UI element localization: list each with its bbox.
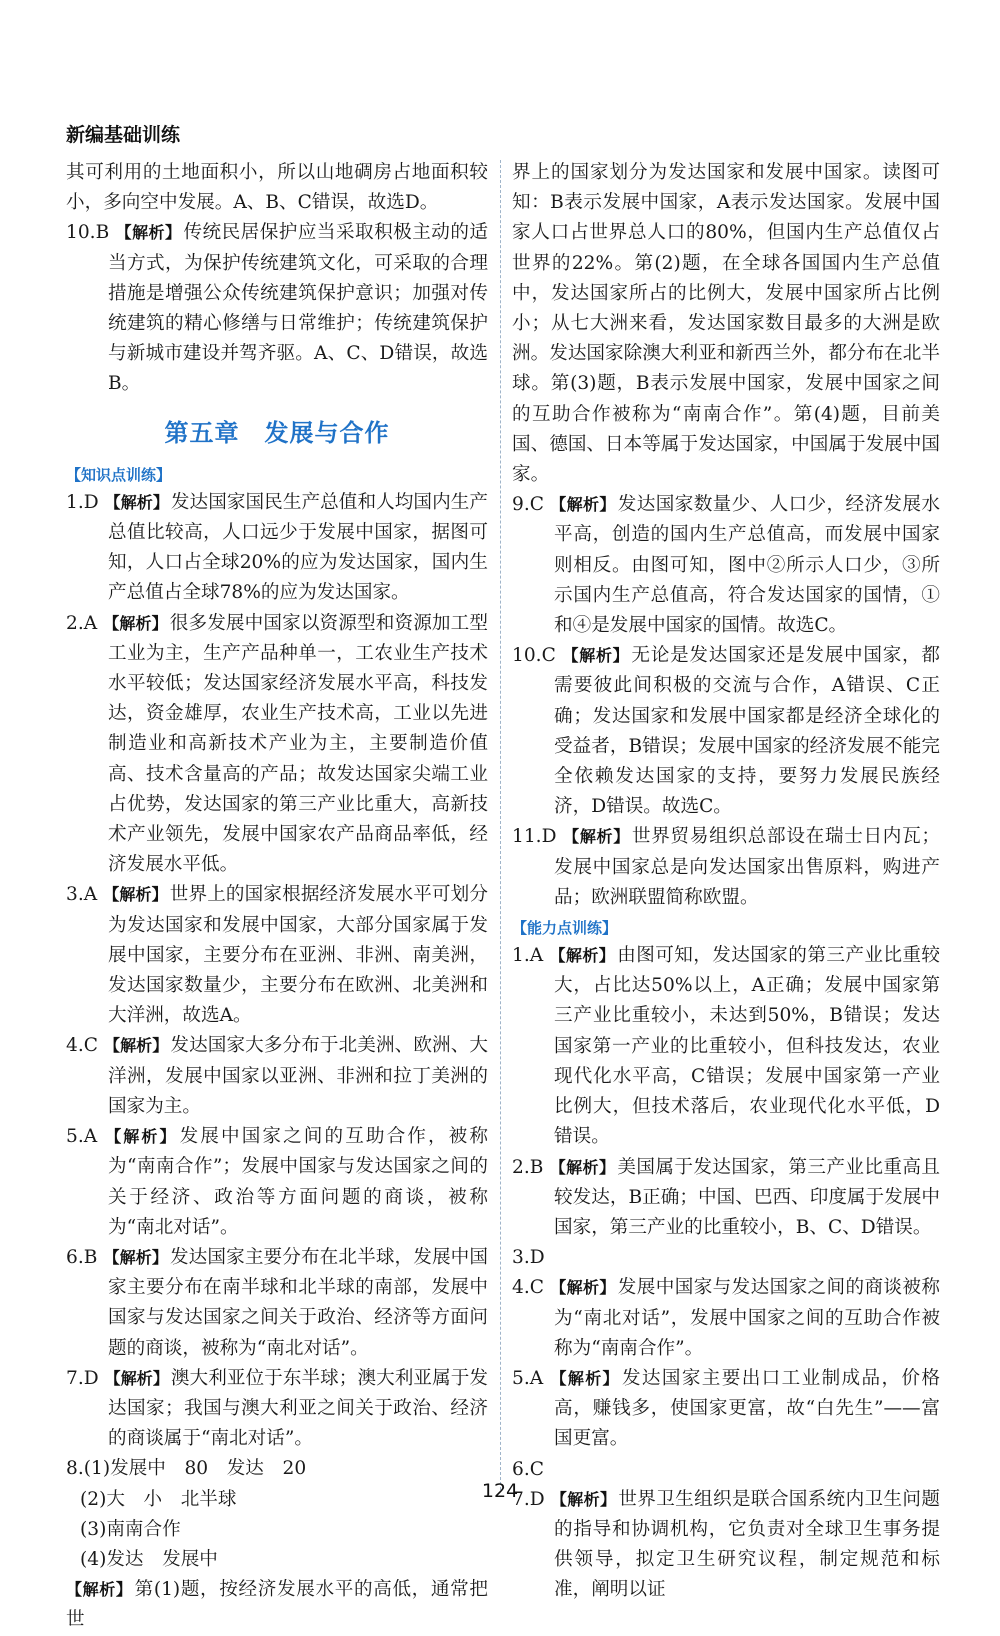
answer-text: 世界卫生组织是联合国系统内卫生问题的指导和协调机构，它负责对全球卫生事务提供领导，拟定卫生研究议程，制定规范和标准，阐明以证 [554,1488,940,1601]
answer-number: 10.B [66,222,110,244]
answer-text: 很多发展中国家以资源型和资源加工型工业为主，生产产品种单一，工农业生产技术水平较低；发达国家经济发展水平高，科技发达，资金雄厚，农业生产技术高，工业以先进制造业和高新技术产业为主，主要制造价值高、技术含量高的产品；故发达国家尖端工业占优势，发达国家的第三产业比重大，高新技术产业领先，发展中国家农产品商品率低，经济发展水平低。 [108,612,488,876]
chapter-title: 第五章 发展与合作 [164,418,390,447]
analysis-tag: 【解析】 [104,1368,169,1388]
answer-4 [66,1031,488,1122]
answer-8-analysis [66,1575,488,1635]
analysis-tag: 【解析】 [66,1580,133,1600]
answer-number: 5.A [512,1367,544,1389]
analysis-tag: 【解析】 [550,1278,616,1298]
analysis-tag: 【解析】 [550,1368,620,1388]
answer-9 [512,490,940,641]
analysis-tag: 【解析】 [115,223,182,243]
answer-number: 1.A [512,945,544,967]
answer-text: 世界贸易组织总部设在瑞士日内瓦；发展中国家总是向发达国家出售原料，购进产品；欧洲联盟简称欧盟。 [554,826,940,908]
answer-number: 3.A [66,884,98,906]
answer-text: 传统民居保护应当采取积极主动的适当方式，为保护传统建筑文化，可采取的合理措施是增强公众传统建筑保护意识；加强对传统建筑的精心修缮与日常维护；传统建筑保护与新城市建设并驾齐驱。A、C、D错误，故选B。 [108,222,488,395]
answer-1 [66,488,488,609]
answer-10 [66,218,488,399]
answer-number: 5.A [66,1126,98,1148]
answer-number: 11.D [512,826,557,848]
section-knowledge-training: 【知识点训练】 [66,465,172,484]
analysis-tag: 【解析】 [549,946,616,966]
answer-3 [66,880,488,1031]
analysis-tag: 【解析】 [103,885,168,905]
answer-text: 发达国家国民生产总值和人均国内生产总值比较高，人口远少于发展中国家，据图可知，人口占全球20%的应为发达国家，国内生产总值占全球78%的应为发达国家。 [108,491,488,604]
ability-answer-1 [512,941,940,1152]
answer-8-part-4: (4)发达 发展中 [80,1548,218,1570]
answer-number: 7.D [66,1367,99,1389]
answer-8-analysis-continued: 界上的国家划分为发达国家和发展中国家。读图可知：B表示发展中国家，A表示发达国家。发展中国家人口占世界总人口的80%，但国内生产总值仅占世界的22%。第(2)题，在全球各国国内生产总值中，发达国家所占的比例大，发展中国家所占比例小；从七大洲来看，发达国家数目最多的大洲是欧洲。发达国家除澳大利亚和新西兰外，都分布在北半球。第(3)题，B表示发展中国家，发展中国家之间的互助合作被称为“南南合作”。第(4)题，目前美国、德国、日本等属于发达国家，中国属于发展中国家。 [512,162,940,486]
answer-number: 7.D [512,1488,545,1510]
answer-number: 9.C [512,494,544,516]
answer-text: 澳大利亚位于东半球；澳大利亚属于发达国家；我国与澳大利亚之间关于政治、经济的商谈属于“南北对话”。 [108,1367,488,1450]
answer-number: 2.A [66,612,98,634]
page-number: 124 [481,1480,519,1502]
answer-8-part-1: 8.(1)发展中 80 发达 20 [66,1458,307,1480]
answer-text: 发达国家主要出口工业制成品，价格高，赚钱多，使国家更富，故“白先生”——富国更富。 [554,1367,940,1450]
answer-number: 10.C [512,645,556,667]
ability-answer-3: 3.D [512,1247,545,1269]
left-column [66,158,488,1636]
answer-5 [66,1122,488,1243]
analysis-tag: 【解析】 [550,1489,617,1509]
answer-text: 发达国家主要分布在北半球，发展中国家主要分布在南半球和北半球的南部，发展中国家与发达国家之间关于政治、经济等方面问题的商谈，被称为“南北对话”。 [108,1246,488,1359]
right-column [512,158,940,1606]
answer-2 [66,609,488,881]
answer-text: 发展中国家与发达国家之间的商谈被称为“南北对话”，发展中国家之间的互助合作被称为“南南合作”。 [554,1277,940,1359]
answer-text: 发展中国家之间的互助合作，被称为“南南合作”；发展中国家与发达国家之间的关于经济、政治等方面问题的商谈，被称为“南北对话”。 [108,1126,488,1238]
analysis-tag: 【解析】 [104,492,169,512]
analysis-tag: 【解析】 [562,646,630,666]
analysis-tag: 【解析】 [563,827,630,847]
analysis-tag: 【解析】 [103,1247,168,1267]
book-title: 新编基础训练 [66,124,181,146]
answer-8-part-2: (2)大 小 北半球 [80,1488,237,1510]
section-ability-training: 【能力点训练】 [512,919,618,938]
ability-answer-4 [512,1273,940,1364]
answer-number: 2.B [512,1156,544,1178]
column-divider [500,160,501,1490]
answer-6 [66,1243,488,1364]
answer-11 [512,822,940,913]
answer-7 [66,1364,488,1455]
ability-answer-6: 6.C [512,1458,544,1480]
analysis-tag: 【解析】 [105,1127,178,1147]
answer-text: 第(1)题，按经济发展水平的高低，通常把世 [66,1579,488,1631]
continued-answer: 其可利用的土地面积小，所以山地碉房占地面积较小，多向空中发展。A、B、C错误，故选D。 [66,162,488,214]
answer-number: 4.C [512,1277,544,1299]
answer-text: 发达国家大多分布于北美洲、欧洲、大洋洲，发展中国家以亚洲、非洲和拉丁美洲的国家为主。 [108,1035,488,1117]
analysis-tag: 【解析】 [550,495,616,515]
answer-text: 美国属于发达国家，第三产业比重高且较发达，B正确；中国、巴西、印度属于发展中国家，第三产业的比重较小，B、C、D错误。 [554,1156,940,1238]
analysis-tag: 【解析】 [103,613,168,633]
ability-answer-7 [512,1485,940,1606]
answer-8-part-3: (3)南南合作 [80,1518,181,1540]
answer-text: 由图可知，发达国家的第三产业比重较大，占比达50%以上，A正确；发展中国家第三产业比重较小，未达到50%，B错误；发达国家第一产业的比重较小，但科技发达，农业现代化水平高，C错误；发展中国家第一产业比例大，但技术落后，农业现代化水平低，D错误。 [554,945,940,1148]
ability-answer-5 [512,1364,940,1455]
answer-text: 无论是发达国家还是发展中国家，都需要彼此间积极的交流与合作，A错误、C正确；发达国家和发展中国家都是经济全球化的受益者，B错误；发展中国家的经济发展不能完全依赖发达国家的支持，要努力发展民族经济，D错误。故选C。 [554,645,940,818]
analysis-tag: 【解析】 [549,1157,616,1177]
answer-number: 1.D [66,491,99,513]
answer-number: 6.B [66,1246,98,1268]
answer-number: 4.C [66,1035,98,1057]
answer-text: 世界上的国家根据经济发展水平可划分为发达国家和发展中国家，大部分国家属于发展中国家，主要分布在亚洲、非洲、南美洲，发达国家数量少，主要分布在欧洲、北美洲和大洋洲，故选A。 [108,884,488,1027]
answer-10 [512,641,940,822]
ability-answer-2 [512,1153,940,1244]
analysis-tag: 【解析】 [103,1036,169,1056]
answer-text: 发达国家数量少、人口少，经济发展水平高，创造的国内生产总值高，而发展中国家则相反。由图可知，图中②所示人口少，③所示国内生产总值高，符合发达国家的国情，①和④是发展中国家的国情。故选C。 [554,494,940,637]
